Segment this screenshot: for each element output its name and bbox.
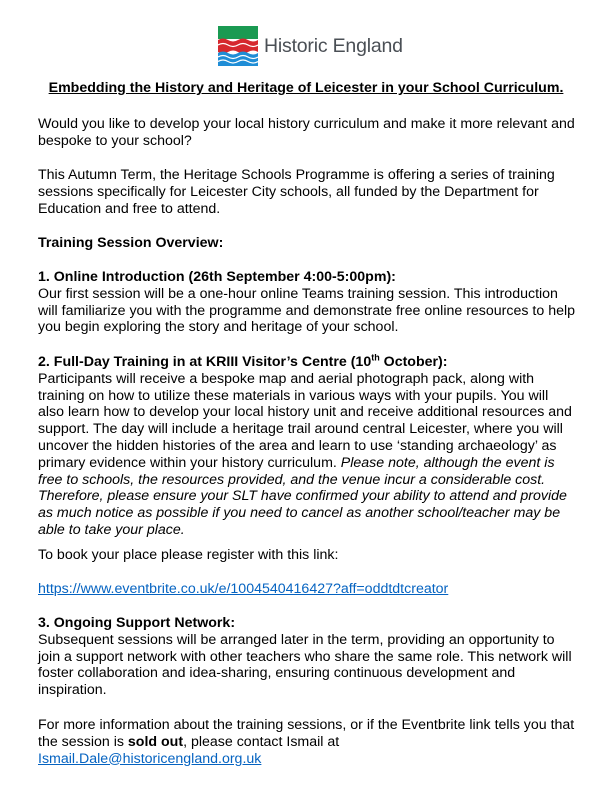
intro-paragraph-1: Would you like to develop your local history curriculum and make it more relevant and bespoke to your school? bbox=[38, 116, 575, 149]
session-3-section bbox=[38, 615, 578, 699]
logo-text: Historic England bbox=[264, 34, 403, 57]
email-link[interactable]: Ismail.Dale@historicengland.org.uk bbox=[38, 750, 262, 767]
session-2-note: Please note, although the event is free to schools, the resources provided, and the venue incur a considerable cost. Therefore, please ensure your SLT have confirmed your ability to attend and provide as much notice as possible if you need to cancel as another school/teacher may be able to take your place. bbox=[38, 454, 567, 538]
contact-section bbox=[38, 717, 578, 767]
contact-text: For more information about the training sessions, or if the Eventbrite link tells you that the session is bbox=[38, 717, 575, 750]
session-3-body: Subsequent sessions will be arranged later in the term, providing an opportunity to join a support network with other teachers who share the same role. This network will foster collaboration and idea-sharing, ensuring continuous development and inspiration. bbox=[38, 631, 572, 699]
session-2-body bbox=[38, 371, 578, 539]
session-2-heading-sup: th bbox=[371, 352, 380, 363]
booking-link-paragraph bbox=[38, 581, 578, 598]
overview-heading: Training Session Overview: bbox=[38, 235, 224, 251]
booking-text: To book your place please register with this link: bbox=[38, 547, 339, 563]
session-2-heading-tail: October): bbox=[379, 354, 448, 370]
session-1-heading: 1. Online Introduction (26th September 4:00-5:00pm): bbox=[38, 269, 396, 285]
historic-england-wave-icon bbox=[218, 26, 258, 66]
session-1-section bbox=[38, 269, 578, 336]
historic-england-logo bbox=[218, 26, 403, 66]
session-2-body-text: Participants will receive a bespoke map and aerial photograph pack, along with training on how to utilize these materials in various ways with your pupils. You will also learn how to develop your local history unit and receive additional resources and support. The day will include a heritage trail around central Leicester, where you will uncover the hidden histories of the area and learn to use ‘standing archaeology’ as primary evidence within your history curriculum. bbox=[38, 370, 572, 471]
contact-text-tail: , please contact Ismail at bbox=[183, 733, 340, 750]
intro-paragraph-2: This Autumn Term, the Heritage Schools Programme is offering a series of training sessions specifically for Leicester City schools, all funded by the Department for Education and free to attend. bbox=[38, 167, 555, 217]
eventbrite-link[interactable]: https://www.eventbrite.co.uk/e/1004540416427?aff=oddtdtcreator bbox=[38, 581, 449, 597]
session-2-heading bbox=[38, 354, 578, 371]
session-2-section bbox=[38, 354, 578, 539]
session-2-heading-text: 2. Full-Day Training in at KRIII Visitor’s Centre (10 bbox=[38, 354, 372, 370]
document-title: Embedding the History and Heritage of Leicester in your School Curriculum. bbox=[48, 80, 564, 96]
session-3-heading: 3. Ongoing Support Network: bbox=[38, 615, 236, 631]
session-1-body: Our first session will be a one-hour online Teams training session. This introduction will familiarize you with the programme and demonstrate free online resources to help you begin exploring the story and heritage of your school. bbox=[38, 285, 576, 336]
sold-out-text: sold out bbox=[127, 733, 184, 750]
